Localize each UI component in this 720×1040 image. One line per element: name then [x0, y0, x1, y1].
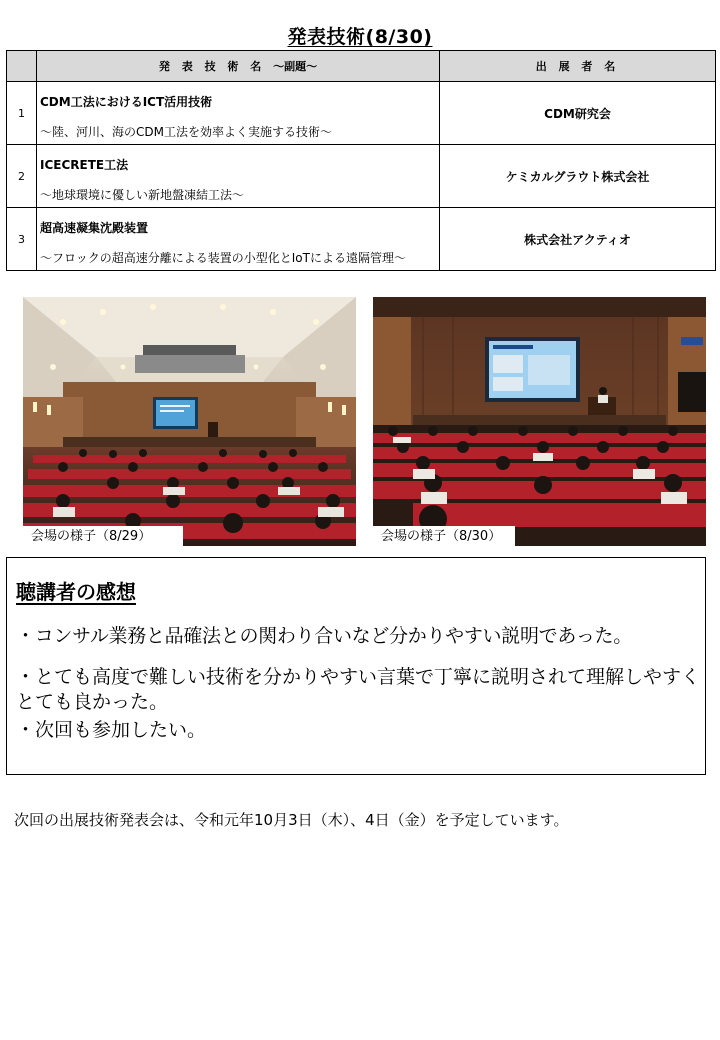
exhibitor-name: ケミカルグラウト株式会社: [440, 145, 716, 208]
table-row: [7, 82, 716, 145]
exhibitor-name: 株式会社アクティオ: [440, 208, 716, 271]
row-number: 2: [7, 145, 37, 208]
comment-item: ・コンサル業務と品確法との関わり合いなど分かりやすい説明であった。: [16, 625, 632, 647]
venue-photo-right: [373, 297, 706, 546]
technology-name: 超高速凝集沈殿装置: [40, 221, 149, 235]
table-row: [7, 145, 716, 208]
technology-subtitle: ～陸、河川、海のCDM工法を効率よく実施する技術～: [40, 125, 332, 139]
technology-name: ICECRETE工法: [40, 158, 129, 172]
page-title: [0, 22, 720, 49]
comments-heading: 聴講者の感想: [16, 580, 136, 604]
presentation-table: [6, 50, 716, 271]
row-number: 1: [7, 82, 37, 145]
venue-photo-right-caption: 会場の様子（8/30）: [373, 526, 515, 548]
venue-photo-right-image: [373, 297, 706, 546]
table-row: [7, 208, 716, 271]
header-exhibitor: 出 展 者 名: [440, 51, 716, 82]
technology-cell: [37, 82, 440, 145]
venue-photo-left-caption: 会場の様子（8/29）: [23, 526, 183, 548]
page-title-date: (8/30): [365, 26, 433, 48]
technology-cell: [37, 145, 440, 208]
header-technology-name: [37, 51, 440, 82]
header-number: [7, 51, 37, 82]
row-number: 3: [7, 208, 37, 271]
technology-subtitle: ～フロックの超高速分離による装置の小型化とIoTによる遠隔管理～: [40, 251, 406, 265]
technology-subtitle: ～地球環境に優しい新地盤凍結工法～: [40, 188, 245, 202]
header-title-label: 発 表 技 術 名: [158, 60, 266, 73]
header-subtitle-label: ～副題～: [273, 60, 318, 73]
audience-comments-box: [6, 557, 706, 775]
exhibitor-name: CDM研究会: [440, 82, 716, 145]
comment-item: ・次回も参加したい。: [16, 719, 207, 741]
venue-photo-left: [23, 297, 356, 546]
technology-name: CDM工法におけるICT活用技術: [40, 95, 213, 109]
comment-item: ・とても高度で難しい技術を分かりやすい言葉で丁寧に説明されて理解しやすくとても良かった。: [16, 666, 701, 713]
venue-photo-left-image: [23, 297, 356, 546]
page-title-text: 発表技術: [287, 26, 366, 48]
technology-cell: [37, 208, 440, 271]
next-event-notice: 次回の出展技術発表会は、令和元年10月3日（木）、4日（金）を予定しています。: [14, 811, 569, 829]
table-header-row: [7, 51, 716, 82]
